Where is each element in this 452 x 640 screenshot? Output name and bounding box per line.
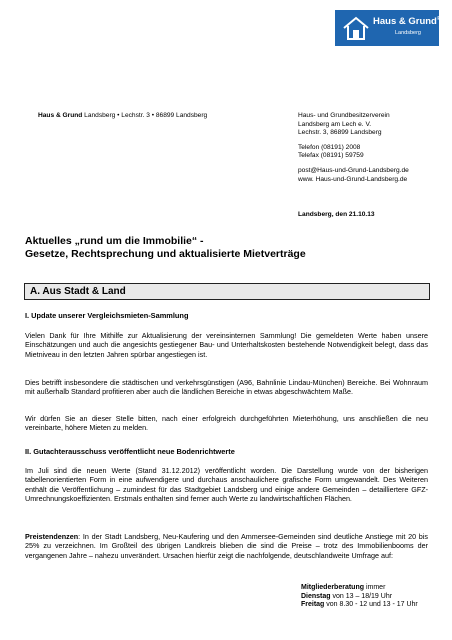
- office-hours-friday: Freitag von 8.30 - 12 und 13 - 17 Uhr: [301, 601, 418, 609]
- house-icon: [341, 13, 371, 43]
- section-a-label: A. Aus Stadt & Land: [30, 286, 126, 297]
- section-a-header: [24, 283, 430, 300]
- contact-org: Haus- und Grundbesitzerverein: [298, 112, 390, 119]
- paragraph-vergleichsmieten-2: Dies betrifft insbesondere die städtischen und verkehrsgünstigen (A96, Bahnlinie Lindau-München) Bereiche. Bei Wohnraum mit außerhalb Standard profitieren aber auch die ländlichen Bereiche in etwas abgeschwächtem Maße.: [25, 378, 428, 397]
- date-line: Landsberg, den 21.10.13: [298, 211, 375, 218]
- contact-block: [298, 112, 448, 184]
- preistendenzen-text: : In der Stadt Landsberg, Neu-Kaufering und den Ammersee-Gemeinden sind deutliche Anstiege mit 20 bis 25% zu verzeichnen. Im Großteil des übrigen Landkreis blieben die sind die Preise – trotz des Immobilienbooms der vergangenen Jahre – nahezu unverändert. Ursachen hierfür zeigt die nachfolgende, deutschlandweite Umfrage auf:: [25, 532, 428, 560]
- contact-website[interactable]: www. Haus-und-Grund-Landsberg.de: [298, 175, 408, 183]
- subheading-vergleichsmieten: I. Update unserer Vergleichsmieten-Sammlung: [25, 311, 189, 320]
- sender-address-line: [38, 112, 207, 119]
- document-title: [25, 235, 425, 261]
- subheading-bodenrichtwerte: II. Gutachterausschuss veröffentlicht neue Bodenrichtwerte: [25, 447, 235, 456]
- paragraph-preistendenzen: [25, 532, 428, 560]
- haus-und-grund-logo: [335, 10, 439, 46]
- title-line-1: Aktuelles „rund um die Immobilie“ -: [25, 235, 204, 247]
- paragraph-vergleichsmieten-1: Vielen Dank für Ihre Mithilfe zur Aktualisierung der vereinsinternen Sammlung! Die gemeldeten Werte haben unsere Einschätzungen und auch die angesichts gestiegener Bau- und Unterhaltskosten bestehende Notwendigkeit belegt, dass das Mietniveau in den letzten Jahren spürbar angestiegen ist.: [25, 331, 428, 359]
- contact-email[interactable]: post@Haus-und-Grund-Landsberg.de: [298, 166, 409, 174]
- contact-org-location: Landsberg am Lech e. V.: [298, 120, 372, 128]
- office-hours-tuesday: Dienstag von 13 – 18/19 Uhr: [301, 592, 393, 600]
- contact-phone: Telefon (08191) 2008: [298, 143, 361, 151]
- title-line-2: Gesetze, Rechtsprechung und aktualisierte Mietverträge: [25, 248, 306, 260]
- office-hours-title: Mitgliederberatung immer: [301, 584, 386, 591]
- preistendenzen-label: Preistendenzen: [25, 532, 79, 541]
- paragraph-vergleichsmieten-3: Wir dürfen Sie an dieser Stelle bitten, nach einer erfolgreich durchgeführten Mieterhöhung, uns anschließen die neu vereinbarte, höhere Mieten zu melden.: [25, 414, 428, 433]
- contact-fax: Telefax (08191) 59759: [298, 152, 364, 160]
- sender-name: Haus & Grund: [38, 112, 83, 119]
- contact-street: Lechstr. 3, 86899 Landsberg: [298, 129, 382, 137]
- logo-title: Haus & Grund®: [373, 16, 441, 28]
- office-hours: [301, 584, 418, 610]
- logo-subtitle: Landsberg: [395, 30, 421, 36]
- paragraph-bodenrichtwerte-1: Im Juli sind die neuen Werte (Stand 31.12.2012) veröffentlicht worden. Die Darstellung wurde von der bisherigen tabellenorientierten Form in eine aufwendigere und durchaus anschaulichere grafische Form umgewandelt. Des Weiteren enthält die Veröffentlichung – zumindest für das Stadtgebiet Landsberg und einige andere Gemeinden – detailliertere GFZ-Umrechnungskoeffizienten. Erstmals enthalten sind ferner auch Werte zu landwirtschaftlichen Flächen.: [25, 466, 428, 504]
- sender-address: Landsberg • Lechstr. 3 • 86899 Landsberg: [82, 112, 208, 119]
